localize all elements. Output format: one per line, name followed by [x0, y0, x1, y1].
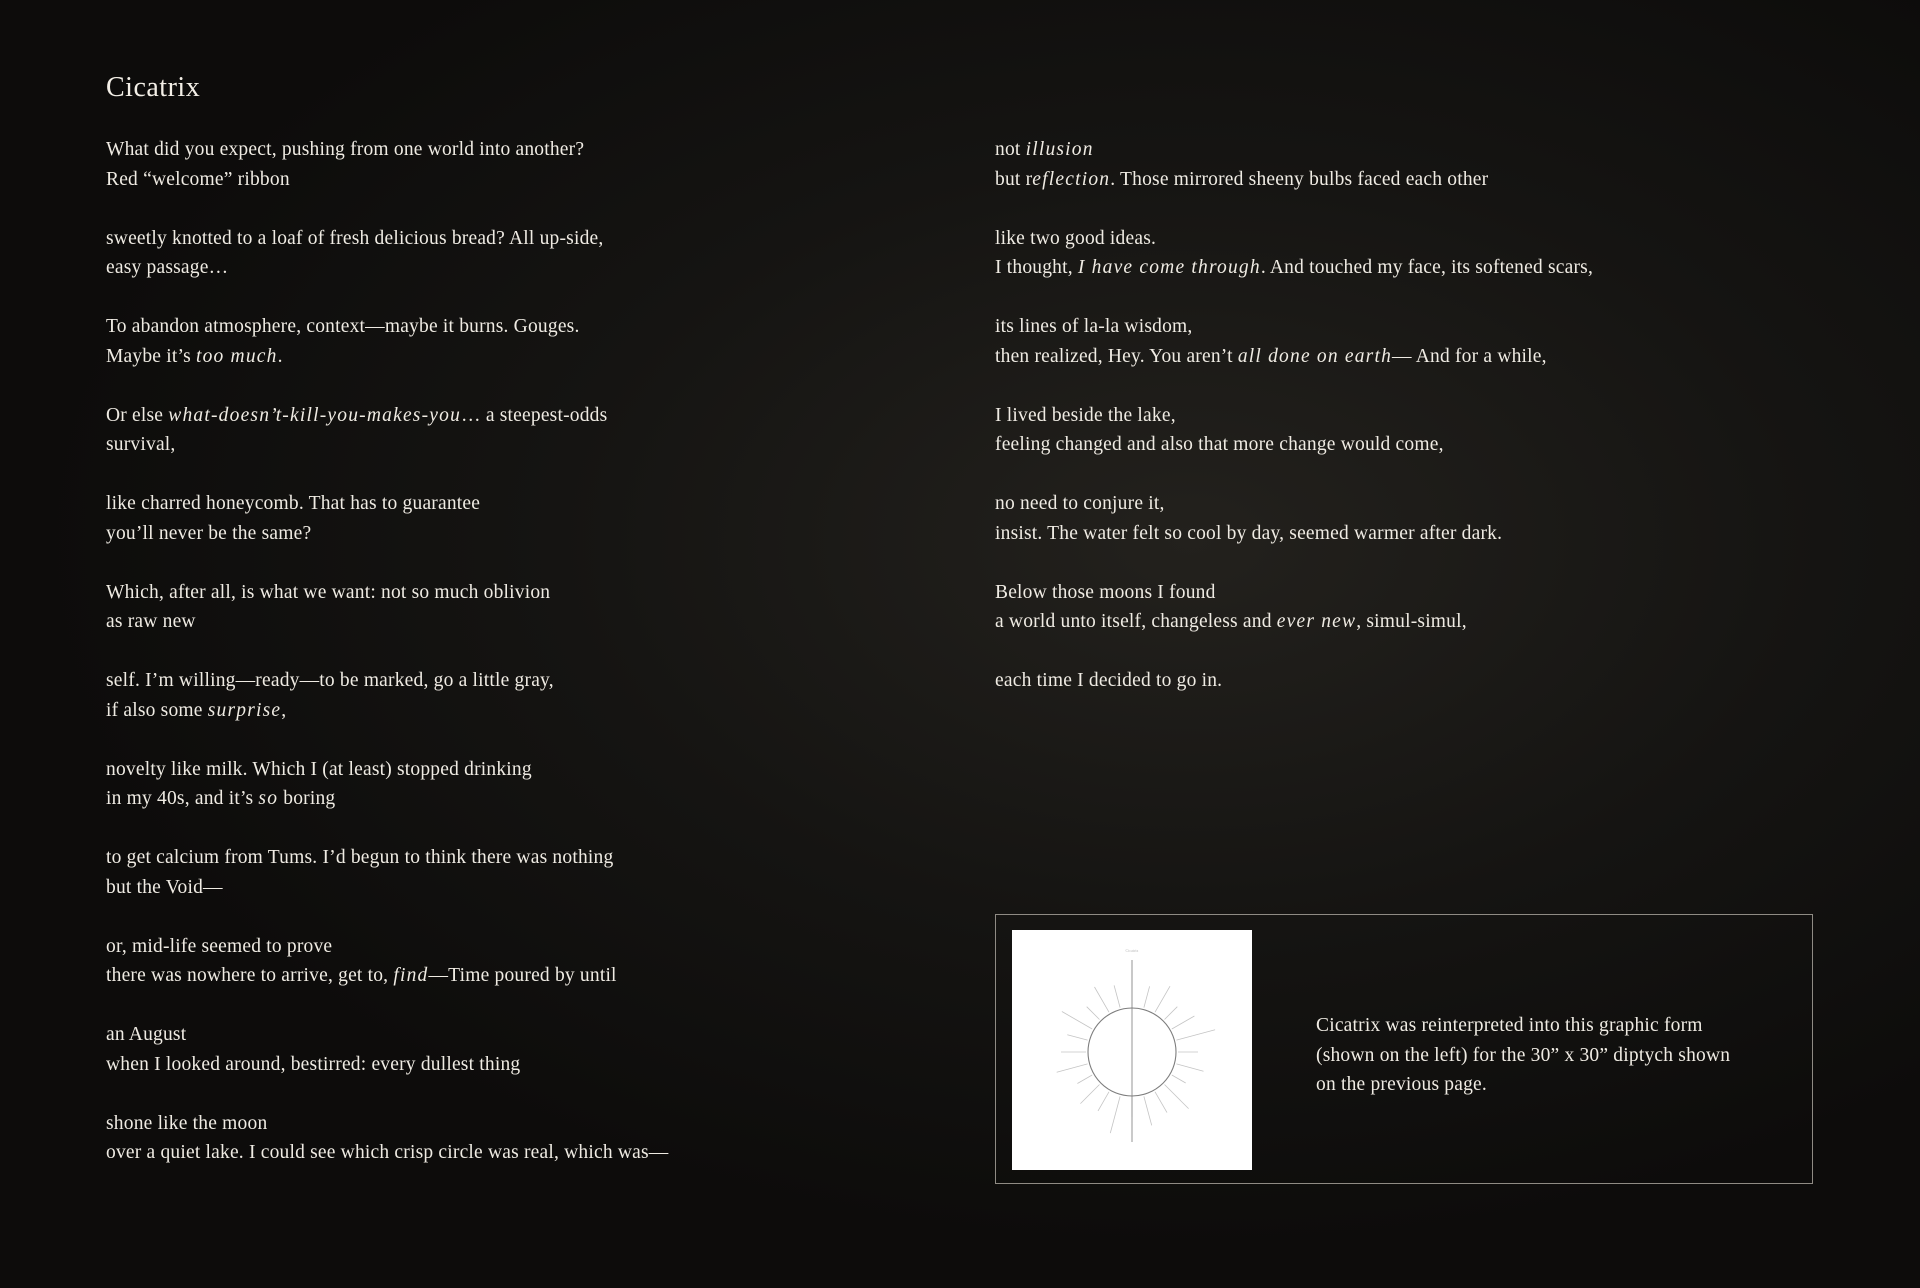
stanza: [995, 312, 1815, 371]
stanza: [995, 666, 1815, 696]
stanza: [106, 312, 966, 371]
poem-line: feeling changed and also that more change would come,: [995, 434, 1444, 455]
stanza: [995, 224, 1815, 283]
poem-line: [106, 961, 966, 991]
stanza: [106, 932, 966, 991]
poem-line: novelty like milk. Which I (at least) stopped drinking: [106, 758, 532, 780]
line-text: ,: [281, 699, 287, 721]
artwork-ray: [1114, 985, 1120, 1007]
poem-line: no need to conjure it,: [995, 493, 1165, 514]
caption-line: on the previous page.: [1316, 1074, 1487, 1095]
artwork-ray: [1144, 1096, 1152, 1125]
line-text: boring: [278, 788, 336, 809]
poem-line: survival,: [106, 434, 176, 455]
stanza: [106, 666, 966, 725]
poem-line: like charred honeycomb. That has to guarantee: [106, 493, 481, 514]
line-emphasis: find: [393, 965, 429, 986]
line-text: —Time poured by until: [428, 965, 617, 986]
poem-line: to get calcium from Tums. I’d begun to think there was nothing: [106, 847, 614, 868]
artwork-note-box: [995, 914, 1813, 1184]
artwork-ray: [1144, 986, 1150, 1007]
poem-line: when I looked around, bestirred: every dullest thing: [106, 1053, 521, 1075]
artwork-ray: [1176, 1064, 1203, 1071]
artwork-ray: [1095, 987, 1110, 1012]
line-emphasis: too much: [195, 345, 278, 367]
poem-line: To abandon atmosphere, context—maybe it burns. Gouges.: [106, 316, 580, 337]
stanza: [106, 489, 966, 548]
artwork-ray: [1087, 1007, 1100, 1020]
stanza: [106, 578, 966, 637]
line-text: . Those mirrored sheeny bulbs faced each other: [1110, 168, 1489, 190]
line-text: … a steepest-odds: [461, 404, 608, 426]
stanza: [995, 401, 1815, 460]
poem-column-right: [995, 135, 1815, 725]
poem-line: [995, 607, 1815, 637]
stanza: [106, 1109, 966, 1168]
artwork-ray: [1172, 1075, 1186, 1083]
line-text: in my 40s, and it’s: [106, 788, 259, 809]
line-text: there was nowhere to arrive, get to,: [106, 965, 394, 986]
poem-line: Below those moons I found: [995, 581, 1216, 603]
line-text: , simul-simul,: [1356, 611, 1467, 632]
cicatrix-graphic: [1012, 930, 1252, 1170]
line-emphasis: ever new: [1276, 611, 1357, 632]
artwork-ray: [1057, 1064, 1088, 1072]
line-text: but r: [995, 168, 1033, 190]
stanza: [106, 135, 966, 194]
poem-line: [106, 696, 966, 726]
caption-line: Cicatrix was reinterpreted into this graphic form: [1316, 1015, 1703, 1036]
artwork-ray: [1067, 1035, 1087, 1040]
poem-line: like two good ideas.: [995, 227, 1157, 249]
poem-line: Red “welcome” ribbon: [106, 168, 290, 190]
poem-line: [106, 784, 966, 814]
line-text: a world unto itself, changeless and: [995, 611, 1277, 632]
poem-line: an August: [106, 1024, 187, 1045]
artwork-ray: [1155, 1092, 1167, 1113]
stanza: [995, 135, 1815, 194]
line-emphasis: surprise: [207, 699, 282, 721]
line-emphasis: what-doesn’t-kill-you-makes-you: [168, 404, 462, 426]
line-emphasis: illusion: [1025, 139, 1094, 160]
stanza: [106, 401, 966, 460]
artwork-ray: [1110, 1096, 1120, 1133]
artwork-label: Cicatrix: [1125, 948, 1139, 953]
line-text: .: [277, 345, 283, 367]
poem-line: [106, 401, 966, 431]
stanza: [106, 224, 966, 283]
line-text: then realized, Hey. You aren’t: [995, 345, 1238, 367]
line-text: I thought,: [995, 257, 1078, 278]
poem-line: [995, 165, 1815, 195]
artwork-caption: [1316, 1011, 1786, 1100]
line-text: if also some: [106, 699, 208, 721]
artwork-ray: [1062, 1012, 1092, 1030]
poem-line: [995, 135, 1815, 165]
poem-line: I lived beside the lake,: [995, 404, 1176, 426]
poem-line: [106, 342, 966, 372]
artwork-ray: [1098, 1092, 1109, 1111]
artwork-thumbnail: [1012, 930, 1252, 1170]
poem-line: sweetly knotted to a loaf of fresh delicious bread? All up-side,: [106, 227, 604, 249]
line-text: Maybe it’s: [106, 345, 196, 367]
poem-line: What did you expect, pushing from one world into another?: [106, 139, 585, 160]
artwork-ray: [1176, 1030, 1215, 1040]
poem-line: over a quiet lake. I could see which crisp circle was real, which was—: [106, 1142, 669, 1163]
artwork-ray: [1155, 986, 1170, 1012]
artwork-ray: [1077, 1075, 1092, 1084]
artwork-rays: [1057, 960, 1215, 1142]
poem-line: but the Void—: [106, 876, 223, 898]
stanza: [995, 489, 1815, 548]
stanza: [995, 578, 1815, 637]
line-text: — And for a while,: [1392, 345, 1547, 367]
artwork-ray: [1172, 1016, 1195, 1029]
stanza: [106, 755, 966, 814]
poem-line: insist. The water felt so cool by day, seemed warmer after dark.: [995, 522, 1503, 544]
poem-line: [995, 253, 1815, 283]
poem-line: shone like the moon: [106, 1112, 268, 1134]
line-text: Or else: [106, 404, 169, 426]
poem-line: easy passage…: [106, 257, 229, 278]
line-emphasis: I have come through: [1077, 257, 1261, 278]
poem-line: each time I decided to go in.: [995, 670, 1223, 691]
poem-line: Which, after all, is what we want: not so much oblivion: [106, 581, 551, 603]
artwork-ray: [1165, 1085, 1189, 1109]
stanza: [106, 843, 966, 902]
line-emphasis: so: [258, 788, 279, 809]
poem-line: its lines of la-la wisdom,: [995, 316, 1193, 337]
caption-line: (shown on the left) for the 30” x 30” diptych shown: [1316, 1044, 1731, 1066]
artwork-ray: [1080, 1085, 1099, 1104]
poem-line: or, mid-life seemed to prove: [106, 935, 333, 957]
line-text: not: [995, 139, 1026, 160]
poem-title: Cicatrix: [106, 72, 201, 103]
line-text: . And touched my face, its softened scars,: [1260, 257, 1594, 278]
line-emphasis: eflection: [1032, 168, 1111, 190]
poem-line: [995, 342, 1815, 372]
artwork-ray: [1165, 1007, 1178, 1020]
poem-line: self. I’m willing—ready—to be marked, go a little gray,: [106, 670, 554, 691]
poem-line: you’ll never be the same?: [106, 522, 312, 544]
stanza: [106, 1020, 966, 1079]
poem-column-left: [106, 135, 966, 1197]
poem-line: as raw new: [106, 611, 196, 632]
line-emphasis: all done on earth: [1237, 345, 1393, 367]
